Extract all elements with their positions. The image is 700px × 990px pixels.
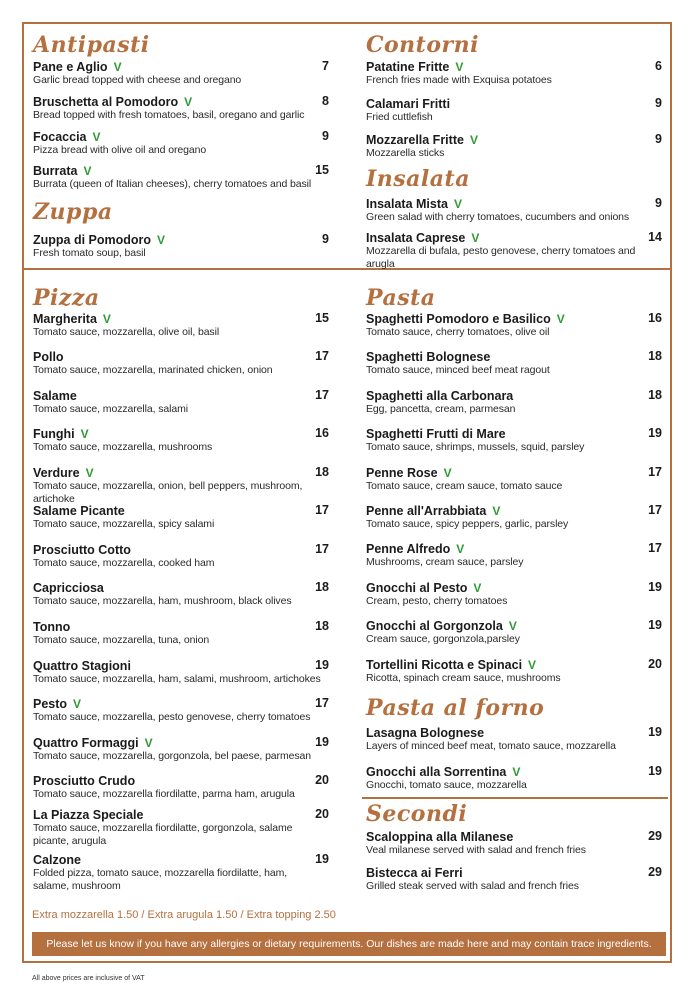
menu-item-name: Penne all'Arrabbiata	[366, 504, 487, 518]
menu-item	[33, 541, 329, 570]
menu-item-price: 18	[648, 388, 662, 402]
menu-item-description: Tomato sauce, mozzarella fiordilatte, gorgonzola, salame picante, arugula	[33, 822, 293, 847]
menu-item-name: Mozzarella Fritte	[366, 133, 464, 147]
menu-item-description: Tomato sauce, cherry tomatoes, olive oil	[366, 326, 550, 338]
menu-item-price: 19	[315, 658, 329, 672]
menu-item-header	[366, 229, 662, 245]
menu-item	[366, 310, 662, 339]
menu-item-name: Prosciutto Crudo	[33, 774, 136, 788]
menu-item-header	[33, 657, 329, 673]
menu-item	[33, 58, 329, 87]
vegetarian-icon: V	[508, 619, 517, 633]
menu-item-header	[33, 695, 329, 711]
menu-item-price: 17	[315, 388, 329, 402]
menu-item	[33, 348, 329, 377]
menu-item-name: Verdure	[33, 466, 80, 480]
menu-item-header	[33, 387, 329, 403]
menu-item-description: Gnocchi, tomato sauce, mozzarella	[366, 779, 527, 791]
menu-item-header	[366, 502, 662, 518]
menu-item-price: 16	[648, 311, 662, 325]
menu-item-name: Salame Picante	[33, 504, 125, 518]
menu-item-price: 18	[315, 580, 329, 594]
allergy-banner: Please let us know if you have any allergies or dietary requirements. Our dishes are made here and may contain trace ingredients.	[32, 932, 666, 956]
menu-item-description: French fries made with Exquisa potatoes	[366, 74, 552, 86]
menu-item-price: 29	[648, 865, 662, 879]
menu-item-header	[33, 851, 329, 867]
menu-item-price: 19	[648, 618, 662, 632]
menu-item-name: Insalata Caprese	[366, 231, 466, 245]
heading-contorni: Contorni	[366, 32, 479, 58]
heading-secondi: Secondi	[366, 801, 468, 827]
vegetarian-icon: V	[456, 542, 465, 556]
menu-item-name: Spaghetti Bolognese	[366, 350, 491, 364]
menu-item-price: 14	[648, 230, 662, 244]
menu-item-price: 19	[648, 580, 662, 594]
section-divider-right	[362, 797, 668, 799]
menu-item	[33, 310, 329, 339]
vegetarian-icon: V	[83, 164, 92, 178]
menu-item-name: Penne Alfredo	[366, 542, 451, 556]
menu-item	[366, 131, 662, 160]
menu-item-name: Capricciosa	[33, 581, 104, 595]
menu-item-name: Salame	[33, 389, 77, 403]
menu-item-name: Lasagna Bolognese	[366, 726, 485, 740]
menu-item-description: Cream, pesto, cherry tomatoes	[366, 595, 508, 607]
menu-item	[366, 540, 662, 569]
menu-item-price: 15	[315, 163, 329, 177]
menu-item	[366, 828, 662, 857]
menu-item-header	[366, 310, 662, 326]
menu-item-description: Tomato sauce, mozzarella, gorgonzola, bel paese, parmesan	[33, 750, 311, 762]
menu-item	[366, 617, 662, 646]
menu-item	[366, 502, 662, 531]
menu-item-description: Mozzarella di bufala, pesto genovese, cherry tomatoes and arugla	[366, 245, 636, 270]
menu-item-description: Tomato sauce, mozzarella, olive oil, basil	[33, 326, 220, 338]
menu-item-header	[33, 541, 329, 557]
menu-item-description: Mozzarella sticks	[366, 147, 445, 159]
vegetarian-icon: V	[113, 60, 122, 74]
menu-item-description: Cream sauce, gorgonzola,parsley	[366, 633, 520, 645]
menu-item-name: Focaccia	[33, 130, 87, 144]
menu-item-price: 18	[648, 349, 662, 363]
menu-item-description: Tomato sauce, mozzarella, spicy salami	[33, 518, 215, 530]
vegetarian-icon: V	[469, 133, 478, 147]
menu-item-price: 18	[315, 465, 329, 479]
menu-item-header	[33, 93, 329, 109]
menu-item-description: Fresh tomato soup, basil	[33, 247, 146, 259]
menu-item-price: 20	[315, 773, 329, 787]
menu-item-description: Tomato sauce, mozzarella fiordilatte, parma ham, arugula	[33, 788, 295, 800]
menu-item-header	[366, 425, 662, 441]
menu-item-name: Spaghetti Frutti di Mare	[366, 427, 506, 441]
menu-item-price: 20	[648, 657, 662, 671]
menu-item-description: Tomato sauce, mozzarella, ham, salami, mushroom, artichokes	[33, 673, 321, 685]
menu-item-description: Folded pizza, tomato sauce, mozzarella fiordilatte, ham, salame, mushroom	[33, 867, 288, 892]
menu-item	[366, 724, 662, 753]
menu-item-header	[366, 763, 662, 779]
menu-item-description: Tomato sauce, mozzarella, ham, mushroom, black olives	[33, 595, 292, 607]
vegetarian-icon: V	[73, 697, 82, 711]
menu-item-header	[366, 540, 662, 556]
menu-item-price: 17	[315, 542, 329, 556]
menu-item-description: Tomato sauce, mozzarella, pesto genovese, cherry tomatoes	[33, 711, 311, 723]
menu-item-name: La Piazza Speciale	[33, 808, 144, 822]
menu-item-header	[366, 724, 662, 740]
menu-item-description: Bread topped with fresh tomatoes, basil, oregano and garlic	[33, 109, 305, 121]
heading-insalata: Insalata	[366, 166, 470, 192]
vegetarian-icon: V	[455, 60, 464, 74]
menu-item-name: Penne Rose	[366, 466, 438, 480]
menu-item-price: 17	[648, 541, 662, 555]
vegetarian-icon: V	[473, 581, 482, 595]
menu-item-name: Calzone	[33, 853, 81, 867]
menu-item	[33, 425, 329, 454]
menu-item-description: Tomato sauce, shrimps, mussels, squid, parsley	[366, 441, 585, 453]
menu-item-price: 18	[315, 619, 329, 633]
menu-item-name: Prosciutto Cotto	[33, 543, 131, 557]
menu-item-description: Tomato sauce, mozzarella, cooked ham	[33, 557, 215, 569]
menu-item-price: 19	[648, 764, 662, 778]
menu-item-price: 17	[315, 349, 329, 363]
menu-item	[33, 657, 329, 686]
menu-item	[33, 618, 329, 647]
vegetarian-icon: V	[144, 736, 153, 750]
menu-item-header	[33, 502, 329, 518]
menu-item-header	[366, 864, 662, 880]
menu-item-name: Tonno	[33, 620, 71, 634]
menu-item-price: 7	[322, 59, 329, 73]
menu-item-description: Pizza bread with olive oil and oregano	[33, 144, 207, 156]
menu-item-name: Gnocchi al Pesto	[366, 581, 468, 595]
extras-note: Extra mozzarella 1.50 / Extra arugula 1.50 / Extra topping 2.50	[32, 909, 336, 921]
menu-item-header	[366, 58, 662, 74]
menu-item	[366, 763, 662, 792]
menu-item-header	[366, 95, 662, 111]
menu-item-description: Egg, pancetta, cream, parmesan	[366, 403, 516, 415]
menu-item	[366, 387, 662, 416]
menu-item-description: Ricotta, spinach cream sauce, mushrooms	[366, 672, 561, 684]
menu-item-name: Bistecca ai Ferri	[366, 866, 463, 880]
menu-item	[33, 579, 329, 608]
menu-item	[33, 387, 329, 416]
menu-item-header	[33, 58, 329, 74]
menu-item-name: Quattro Stagioni	[33, 659, 131, 673]
menu-item-header	[33, 128, 329, 144]
menu-item-description: Tomato sauce, mozzarella, tuna, onion	[33, 634, 210, 646]
menu-item	[366, 229, 662, 271]
vegetarian-icon: V	[512, 765, 521, 779]
menu-item-description: Tomato sauce, cream sauce, tomato sauce	[366, 480, 563, 492]
menu-item-name: Pesto	[33, 697, 68, 711]
vegetarian-icon: V	[92, 130, 101, 144]
menu-item-header	[33, 734, 329, 750]
menu-item-name: Tortellini Ricotta e Spinaci	[366, 658, 523, 672]
menu-item-name: Burrata	[33, 164, 78, 178]
menu-item	[33, 851, 329, 893]
menu-item-header	[366, 828, 662, 844]
menu-item-description: Fried cuttlefish	[366, 111, 433, 123]
menu-item-header	[366, 464, 662, 480]
menu-item	[33, 231, 329, 260]
menu-item-price: 17	[648, 465, 662, 479]
menu-item-name: Pane e Aglio	[33, 60, 108, 74]
vegetarian-icon: V	[184, 95, 193, 109]
menu-item-price: 8	[322, 94, 329, 108]
menu-item-description: Mushrooms, cream sauce, parsley	[366, 556, 524, 568]
menu-item	[366, 425, 662, 454]
menu-item	[366, 864, 662, 893]
vegetarian-icon: V	[85, 466, 94, 480]
menu-item-price: 9	[655, 196, 662, 210]
menu-item-name: Insalata Mista	[366, 197, 448, 211]
menu-item-header	[33, 310, 329, 326]
menu-item-price: 20	[315, 807, 329, 821]
menu-item-name: Spaghetti Pomodoro e Basilico	[366, 312, 551, 326]
vat-footnote: All above prices are inclusive of VAT	[32, 975, 145, 982]
menu-item-header	[366, 131, 662, 147]
menu-item-description: Layers of minced beef meat, tomato sauce, mozzarella	[366, 740, 616, 752]
menu-item-price: 15	[315, 311, 329, 325]
vegetarian-icon: V	[556, 312, 565, 326]
menu-item-name: Spaghetti alla Carbonara	[366, 389, 514, 403]
menu-item-header	[366, 617, 662, 633]
menu-item	[33, 695, 329, 724]
vegetarian-icon: V	[157, 233, 166, 247]
menu-item	[33, 128, 329, 157]
menu-item-price: 6	[655, 59, 662, 73]
menu-item-price: 9	[655, 96, 662, 110]
menu-item-name: Pollo	[33, 350, 64, 364]
menu-item-description: Tomato sauce, mozzarella, salami	[33, 403, 188, 415]
menu-item	[366, 579, 662, 608]
vegetarian-icon: V	[453, 197, 462, 211]
menu-item-description: Tomato sauce, mozzarella, mushrooms	[33, 441, 213, 453]
vegetarian-icon: V	[80, 427, 89, 441]
heading-pizza: Pizza	[33, 285, 100, 311]
menu-item	[366, 656, 662, 685]
menu-item-name: Gnocchi al Gorgonzola	[366, 619, 503, 633]
menu-item-price: 19	[648, 725, 662, 739]
menu-item-header	[33, 464, 329, 480]
menu-item-header	[33, 806, 329, 822]
menu-item-description: Tomato sauce, spicy peppers, garlic, parsley	[366, 518, 569, 530]
menu-item-price: 19	[315, 735, 329, 749]
menu-item-header	[366, 656, 662, 672]
menu-item-description: Burrata (queen of Italian cheeses), cherry tomatoes and basil	[33, 178, 312, 190]
heading-pasta: Pasta	[366, 285, 436, 311]
menu-item-price: 19	[315, 852, 329, 866]
menu-item-header	[33, 231, 329, 247]
menu-item-price: 19	[648, 426, 662, 440]
menu-item-header	[366, 579, 662, 595]
menu-item	[33, 772, 329, 801]
vegetarian-icon: V	[443, 466, 452, 480]
heading-zuppa: Zuppa	[33, 199, 113, 225]
menu-item-name: Gnocchi alla Sorrentina	[366, 765, 507, 779]
menu-item	[366, 58, 662, 87]
menu-item-description: Tomato sauce, mozzarella, onion, bell peppers, mushroom, artichoke	[33, 480, 303, 505]
menu-item-price: 17	[315, 696, 329, 710]
menu-item-description: Grilled steak served with salad and french fries	[366, 880, 579, 892]
menu-item-description: Tomato sauce, minced beef meat ragout	[366, 364, 550, 376]
menu-item	[366, 348, 662, 377]
vegetarian-icon: V	[528, 658, 537, 672]
menu-item	[366, 464, 662, 493]
menu-item-name: Funghi	[33, 427, 75, 441]
menu-item	[33, 734, 329, 763]
menu-item	[33, 464, 329, 506]
menu-item-description: Garlic bread topped with cheese and oregano	[33, 74, 242, 86]
menu-item	[33, 162, 329, 191]
menu-item	[366, 95, 662, 124]
vegetarian-icon: V	[492, 504, 501, 518]
menu-item-description: Green salad with cherry tomatoes, cucumbers and onions	[366, 211, 630, 223]
menu-item	[33, 93, 329, 122]
menu-item-price: 16	[315, 426, 329, 440]
menu-item-header	[33, 579, 329, 595]
menu-item-name: Patatine Fritte	[366, 60, 450, 74]
menu-item	[33, 502, 329, 531]
menu-item-description: Veal milanese served with salad and french fries	[366, 844, 586, 856]
menu-item-header	[366, 387, 662, 403]
menu-item-header	[366, 348, 662, 364]
menu-item-header	[33, 348, 329, 364]
vegetarian-icon: V	[471, 231, 480, 245]
menu-item-name: Bruschetta al Pomodoro	[33, 95, 179, 109]
menu-item-name: Calamari Fritti	[366, 97, 451, 111]
menu-item-price: 17	[315, 503, 329, 517]
menu-item-price: 9	[655, 132, 662, 146]
menu-item-header	[366, 195, 662, 211]
menu-item-name: Margherita	[33, 312, 97, 326]
menu-item-price: 17	[648, 503, 662, 517]
menu-item-header	[33, 772, 329, 788]
menu-item	[33, 806, 329, 848]
menu-item-price: 9	[322, 232, 329, 246]
menu-item-description: Tomato sauce, mozzarella, marinated chicken, onion	[33, 364, 273, 376]
menu-item-header	[33, 618, 329, 634]
menu-item-name: Scaloppina alla Milanese	[366, 830, 514, 844]
menu-item-header	[33, 162, 329, 178]
menu-item-name: Quattro Formaggi	[33, 736, 139, 750]
heading-antipasti: Antipasti	[33, 32, 150, 58]
menu-item-price: 29	[648, 829, 662, 843]
menu-item-name: Zuppa di Pomodoro	[33, 233, 152, 247]
menu-item-header	[33, 425, 329, 441]
heading-pasta-al-forno: Pasta al forno	[366, 695, 545, 721]
menu-item-price: 9	[322, 129, 329, 143]
menu-item	[366, 195, 662, 224]
vegetarian-icon: V	[102, 312, 111, 326]
